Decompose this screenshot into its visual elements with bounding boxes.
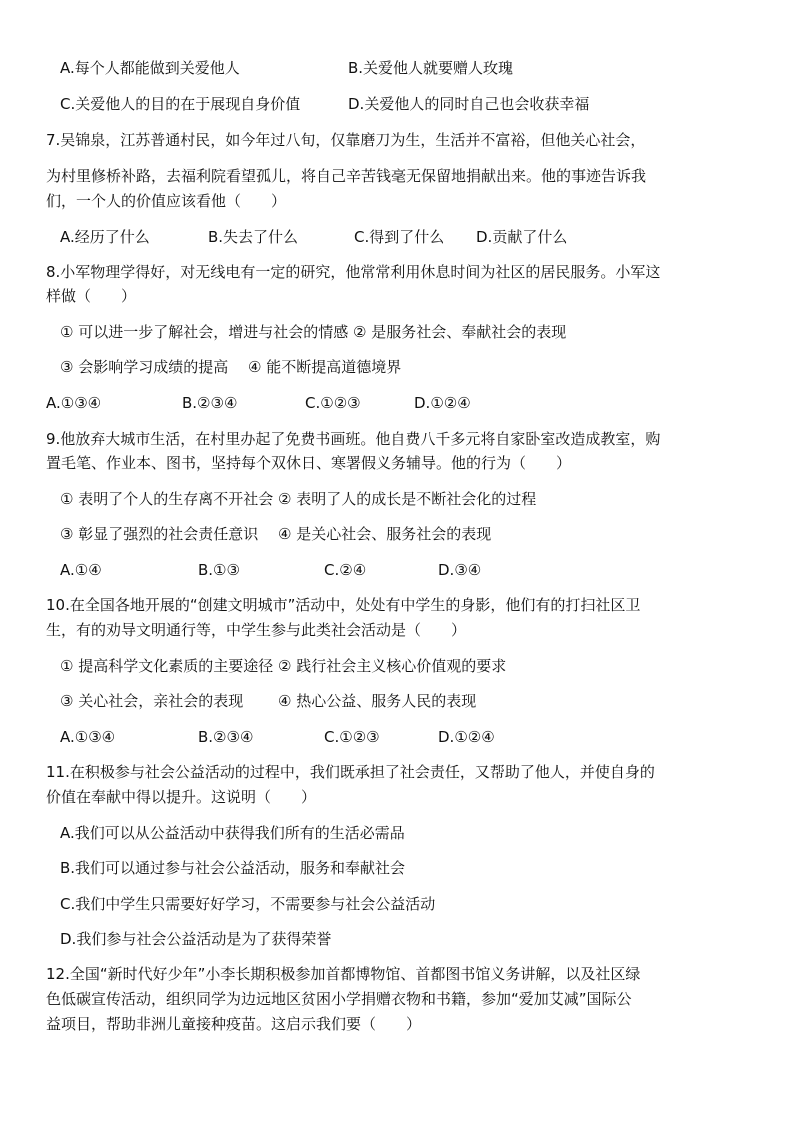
q9-option-b: B.①③	[198, 561, 240, 579]
q11-stem-line1: 11.在积极参与社会公益活动的过程中，我们既承担了社会责任，又帮助了他人，并使自身的	[46, 763, 655, 781]
q10-option-a: A.①③④	[60, 728, 116, 746]
q8-option-b: B.②③④	[182, 394, 238, 412]
q11-option-d: D.我们参与社会公益活动是为了获得荣誉	[60, 930, 332, 948]
q9-stem-line1: 9.他放弃大城市生活，在村里办起了免费书画班。他自费八千多元将自家卧室改造成教室，购	[46, 430, 661, 448]
q10-option-d: D.①②④	[438, 728, 495, 746]
q10-statements-1: ① 提高科学文化素质的主要途径 ② 践行社会主义核心价值观的要求	[60, 657, 507, 675]
q9-option-c: C.②④	[324, 561, 367, 579]
q9-option-d: D.③④	[438, 561, 482, 579]
q7-stem-line2: 为村里修桥补路，去福利院看望孤儿，将自己辛苦钱毫无保留地捐献出来。他的事迹告诉我	[46, 167, 647, 185]
q12-stem-line3: 益项目，帮助非洲儿童接种疫苗。这启示我们要（ ）	[46, 1015, 422, 1033]
q8-stem-line2: 样做（ ）	[46, 287, 137, 305]
q6-option-c: C.关爱他人的目的在于展现自身价值	[60, 95, 301, 113]
q11-option-b: B.我们可以通过参与社会公益活动，服务和奉献社会	[60, 859, 406, 877]
q6-option-d: D.关爱他人的同时自己也会收获幸福	[348, 95, 590, 113]
q6-option-b: B.关爱他人就要赠人玫瑰	[348, 59, 514, 77]
q11-option-c: C.我们中学生只需要好好学习，不需要参与社会公益活动	[60, 895, 436, 913]
q7-stem-line3: 们，一个人的价值应该看他（ ）	[46, 192, 287, 210]
q9-stem-line2: 置毛笔、作业本、图书，坚持每个双休日、寒署假义务辅导。他的行为（ ）	[46, 454, 572, 472]
q9-statements-2: ③ 彰显了强烈的社会责任意识 ④ 是关心社会、服务社会的表现	[60, 525, 492, 543]
q7-stem-line1: 7.吴锦泉，江苏普通村民，如今年过八旬，仅靠磨刀为生，生活并不富裕，但他关心社会，	[46, 131, 646, 149]
q11-option-a: A.我们可以从公益活动中获得我们所有的生活必需品	[60, 824, 405, 842]
q12-stem-line1: 12.全国“新时代好少年”小李长期积极参加首都博物馆、首都图书馆义务讲解，以及社区绿	[46, 965, 641, 983]
q12-stem-line2: 色低碳宣传活动，组织同学为边远地区贫困小学捐赠衣物和书籍，参加“爱加艾减”国际公	[46, 990, 632, 1008]
q8-option-d: D.①②④	[414, 394, 471, 412]
q7-option-a: A.经历了什么	[60, 228, 150, 246]
q8-option-a: A.①③④	[46, 394, 102, 412]
q10-stem-line1: 10.在全国各地开展的“创建文明城市”活动中，处处有中学生的身影，他们有的打扫社区卫	[46, 596, 641, 614]
q11-stem-line2: 价值在奉献中得以提升。这说明（ ）	[46, 788, 317, 806]
q7-option-d: D.贡献了什么	[476, 228, 568, 246]
q9-statements-1: ① 表明了个人的生存离不开社会 ② 表明了人的成长是不断社会化的过程	[60, 490, 537, 508]
q8-statements-1: ① 可以进一步了解社会，增进与社会的情感 ② 是服务社会、奉献社会的表现	[60, 323, 567, 341]
q10-stem-line2: 生，有的劝导文明通行等，中学生参与此类社会活动是（ ）	[46, 621, 467, 639]
q10-option-c: C.①②③	[324, 728, 380, 746]
q7-option-c: C.得到了什么	[354, 228, 445, 246]
q8-stem-line1: 8.小军物理学得好，对无线电有一定的研究，他常常利用休息时间为社区的居民服务。小军这	[46, 263, 661, 281]
q10-option-b: B.②③④	[198, 728, 254, 746]
q7-option-b: B.失去了什么	[208, 228, 299, 246]
q10-statements-2: ③ 关心社会，亲社会的表现 ④ 热心公益、服务人民的表现	[60, 692, 477, 710]
q6-option-a: A.每个人都能做到关爱他人	[60, 59, 240, 77]
q8-option-c: C.①②③	[305, 394, 361, 412]
q8-statements-2: ③ 会影响学习成绩的提高 ④ 能不断提高道德境界	[60, 358, 402, 376]
q9-option-a: A.①④	[60, 561, 102, 579]
